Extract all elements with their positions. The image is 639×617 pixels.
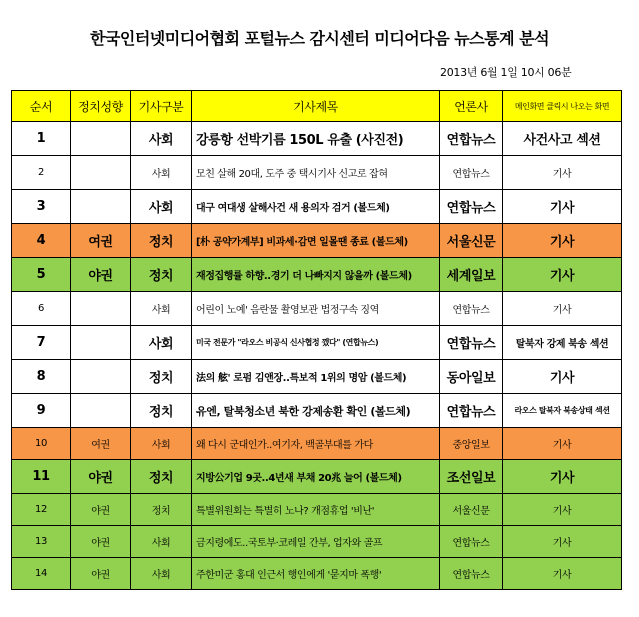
table-row <box>12 326 622 360</box>
row-headline: 모친 살해 20대, 도주 중 택시기사 신고로 잡혀 <box>192 156 440 190</box>
row-outlet: 서울신문 <box>440 494 503 526</box>
row-lean <box>71 190 131 224</box>
row-screen: 기사 <box>503 190 622 224</box>
row-outlet: 연합뉴스 <box>440 558 503 590</box>
row-outlet: 연합뉴스 <box>440 190 503 224</box>
row-screen: 기사 <box>503 360 622 394</box>
row-screen: 기사 <box>503 428 622 460</box>
row-headline: 주한미군 홍대 인근서 행인에게 '묻지마 폭행' <box>192 558 440 590</box>
table-row <box>12 258 622 292</box>
table-row <box>12 494 622 526</box>
row-no: 14 <box>12 558 71 590</box>
table-row <box>12 190 622 224</box>
header-no: 순서 <box>12 91 71 122</box>
row-category: 정치 <box>131 360 192 394</box>
row-headline: 대구 여대생 살해사건 새 용의자 검거 (볼드체) <box>192 190 440 224</box>
row-lean: 야권 <box>71 558 131 590</box>
row-category: 정치 <box>131 258 192 292</box>
row-screen: 기사 <box>503 460 622 494</box>
row-no: 13 <box>12 526 71 558</box>
row-category: 정치 <box>131 224 192 258</box>
row-category: 사회 <box>131 190 192 224</box>
row-category: 사회 <box>131 428 192 460</box>
table-row <box>12 394 622 428</box>
page-title: 한국인터넷미디어협회 포털뉴스 감시센터 미디어다음 뉴스통계 분석 <box>89 29 550 48</box>
table-row <box>12 292 622 326</box>
row-category: 정치 <box>131 394 192 428</box>
row-lean <box>71 326 131 360</box>
row-outlet: 세계일보 <box>440 258 503 292</box>
row-category: 사회 <box>131 526 192 558</box>
row-outlet: 중앙일보 <box>440 428 503 460</box>
row-outlet: 서울신문 <box>440 224 503 258</box>
row-no: 10 <box>12 428 71 460</box>
row-lean <box>71 122 131 156</box>
row-screen: 기사 <box>503 258 622 292</box>
row-lean <box>71 156 131 190</box>
row-lean: 야권 <box>71 494 131 526</box>
row-outlet: 연합뉴스 <box>440 326 503 360</box>
header-outlet: 언론사 <box>440 91 503 122</box>
row-category: 사회 <box>131 558 192 590</box>
row-screen: 사건사고 섹션 <box>503 122 622 156</box>
table-header-row <box>12 91 622 122</box>
row-lean: 여권 <box>71 428 131 460</box>
row-no: 2 <box>12 156 71 190</box>
row-category: 사회 <box>131 292 192 326</box>
row-headline: 미국 전문가 "라오스 비공식 신사협정 깼다" (연합뉴스) <box>192 326 440 360</box>
row-outlet: 연합뉴스 <box>440 394 503 428</box>
row-screen: 기사 <box>503 156 622 190</box>
table-row <box>12 224 622 258</box>
row-no: 1 <box>12 122 71 156</box>
row-headline: 지방公기업 9곳..4년새 부채 20兆 늘어 (볼드체) <box>192 460 440 494</box>
row-headline: 유엔, 탈북청소년 북한 강제송환 확인 (볼드체) <box>192 394 440 428</box>
row-headline: 강릉항 선박기름 150L 유출 (사진전) <box>192 122 440 156</box>
row-screen: 기사 <box>503 292 622 326</box>
row-headline: 재정집행률 하향..경기 더 나빠지지 않을까 (볼드체) <box>192 258 440 292</box>
row-headline: [朴 공약가계부] 비과세·감면 일몰땐 종료 (볼드체) <box>192 224 440 258</box>
row-no: 7 <box>12 326 71 360</box>
table-row <box>12 156 622 190</box>
table-row <box>12 360 622 394</box>
row-no: 9 <box>12 394 71 428</box>
row-category: 정치 <box>131 460 192 494</box>
table-row <box>12 428 622 460</box>
row-outlet: 연합뉴스 <box>440 122 503 156</box>
row-headline: 어린이 노예' 음란물 촬영보관 법정구속 징역 <box>192 292 440 326</box>
timestamp: 2013년 6월 1일 10시 06분 <box>440 66 572 79</box>
row-headline: 특별위원회는 특별히 노나? 개점휴업 '비난' <box>192 494 440 526</box>
row-screen: 라오스 탈북자 북송상태 섹션 <box>503 394 622 428</box>
row-no: 11 <box>12 460 71 494</box>
header-category: 기사구분 <box>131 91 192 122</box>
row-lean: 야권 <box>71 460 131 494</box>
header-headline: 기사제목 <box>192 91 440 122</box>
row-lean: 여권 <box>71 224 131 258</box>
row-outlet: 동아일보 <box>440 360 503 394</box>
row-outlet: 연합뉴스 <box>440 156 503 190</box>
table-row <box>12 558 622 590</box>
row-outlet: 연합뉴스 <box>440 526 503 558</box>
row-no: 5 <box>12 258 71 292</box>
row-outlet: 연합뉴스 <box>440 292 503 326</box>
table-row <box>12 122 622 156</box>
row-category: 사회 <box>131 122 192 156</box>
row-screen: 기사 <box>503 494 622 526</box>
table-row <box>12 526 622 558</box>
row-category: 사회 <box>131 156 192 190</box>
news-stats-table <box>11 90 622 590</box>
row-lean <box>71 292 131 326</box>
row-lean <box>71 360 131 394</box>
row-screen: 기사 <box>503 526 622 558</box>
row-outlet: 조선일보 <box>440 460 503 494</box>
row-lean: 야권 <box>71 526 131 558</box>
row-screen: 기사 <box>503 224 622 258</box>
row-no: 12 <box>12 494 71 526</box>
table-row <box>12 460 622 494</box>
row-headline: 금지령에도..국토부·코레일 간부, 업자와 골프 <box>192 526 440 558</box>
row-no: 6 <box>12 292 71 326</box>
row-lean <box>71 394 131 428</box>
row-lean: 야권 <box>71 258 131 292</box>
row-screen: 기사 <box>503 558 622 590</box>
row-no: 3 <box>12 190 71 224</box>
row-headline: 法의 舷' 로펌 김앤장..특보적 1위의 명암 (볼드체) <box>192 360 440 394</box>
header-screen: 메인화면 클릭시 나오는 화면 <box>503 91 622 122</box>
row-screen: 탈북자 강제 북송 섹션 <box>503 326 622 360</box>
row-category: 정치 <box>131 494 192 526</box>
row-no: 8 <box>12 360 71 394</box>
header-lean: 정치성향 <box>71 91 131 122</box>
row-headline: 왜 다시 군대인가..여기자, 백골부대를 가다 <box>192 428 440 460</box>
row-no: 4 <box>12 224 71 258</box>
row-category: 사회 <box>131 326 192 360</box>
